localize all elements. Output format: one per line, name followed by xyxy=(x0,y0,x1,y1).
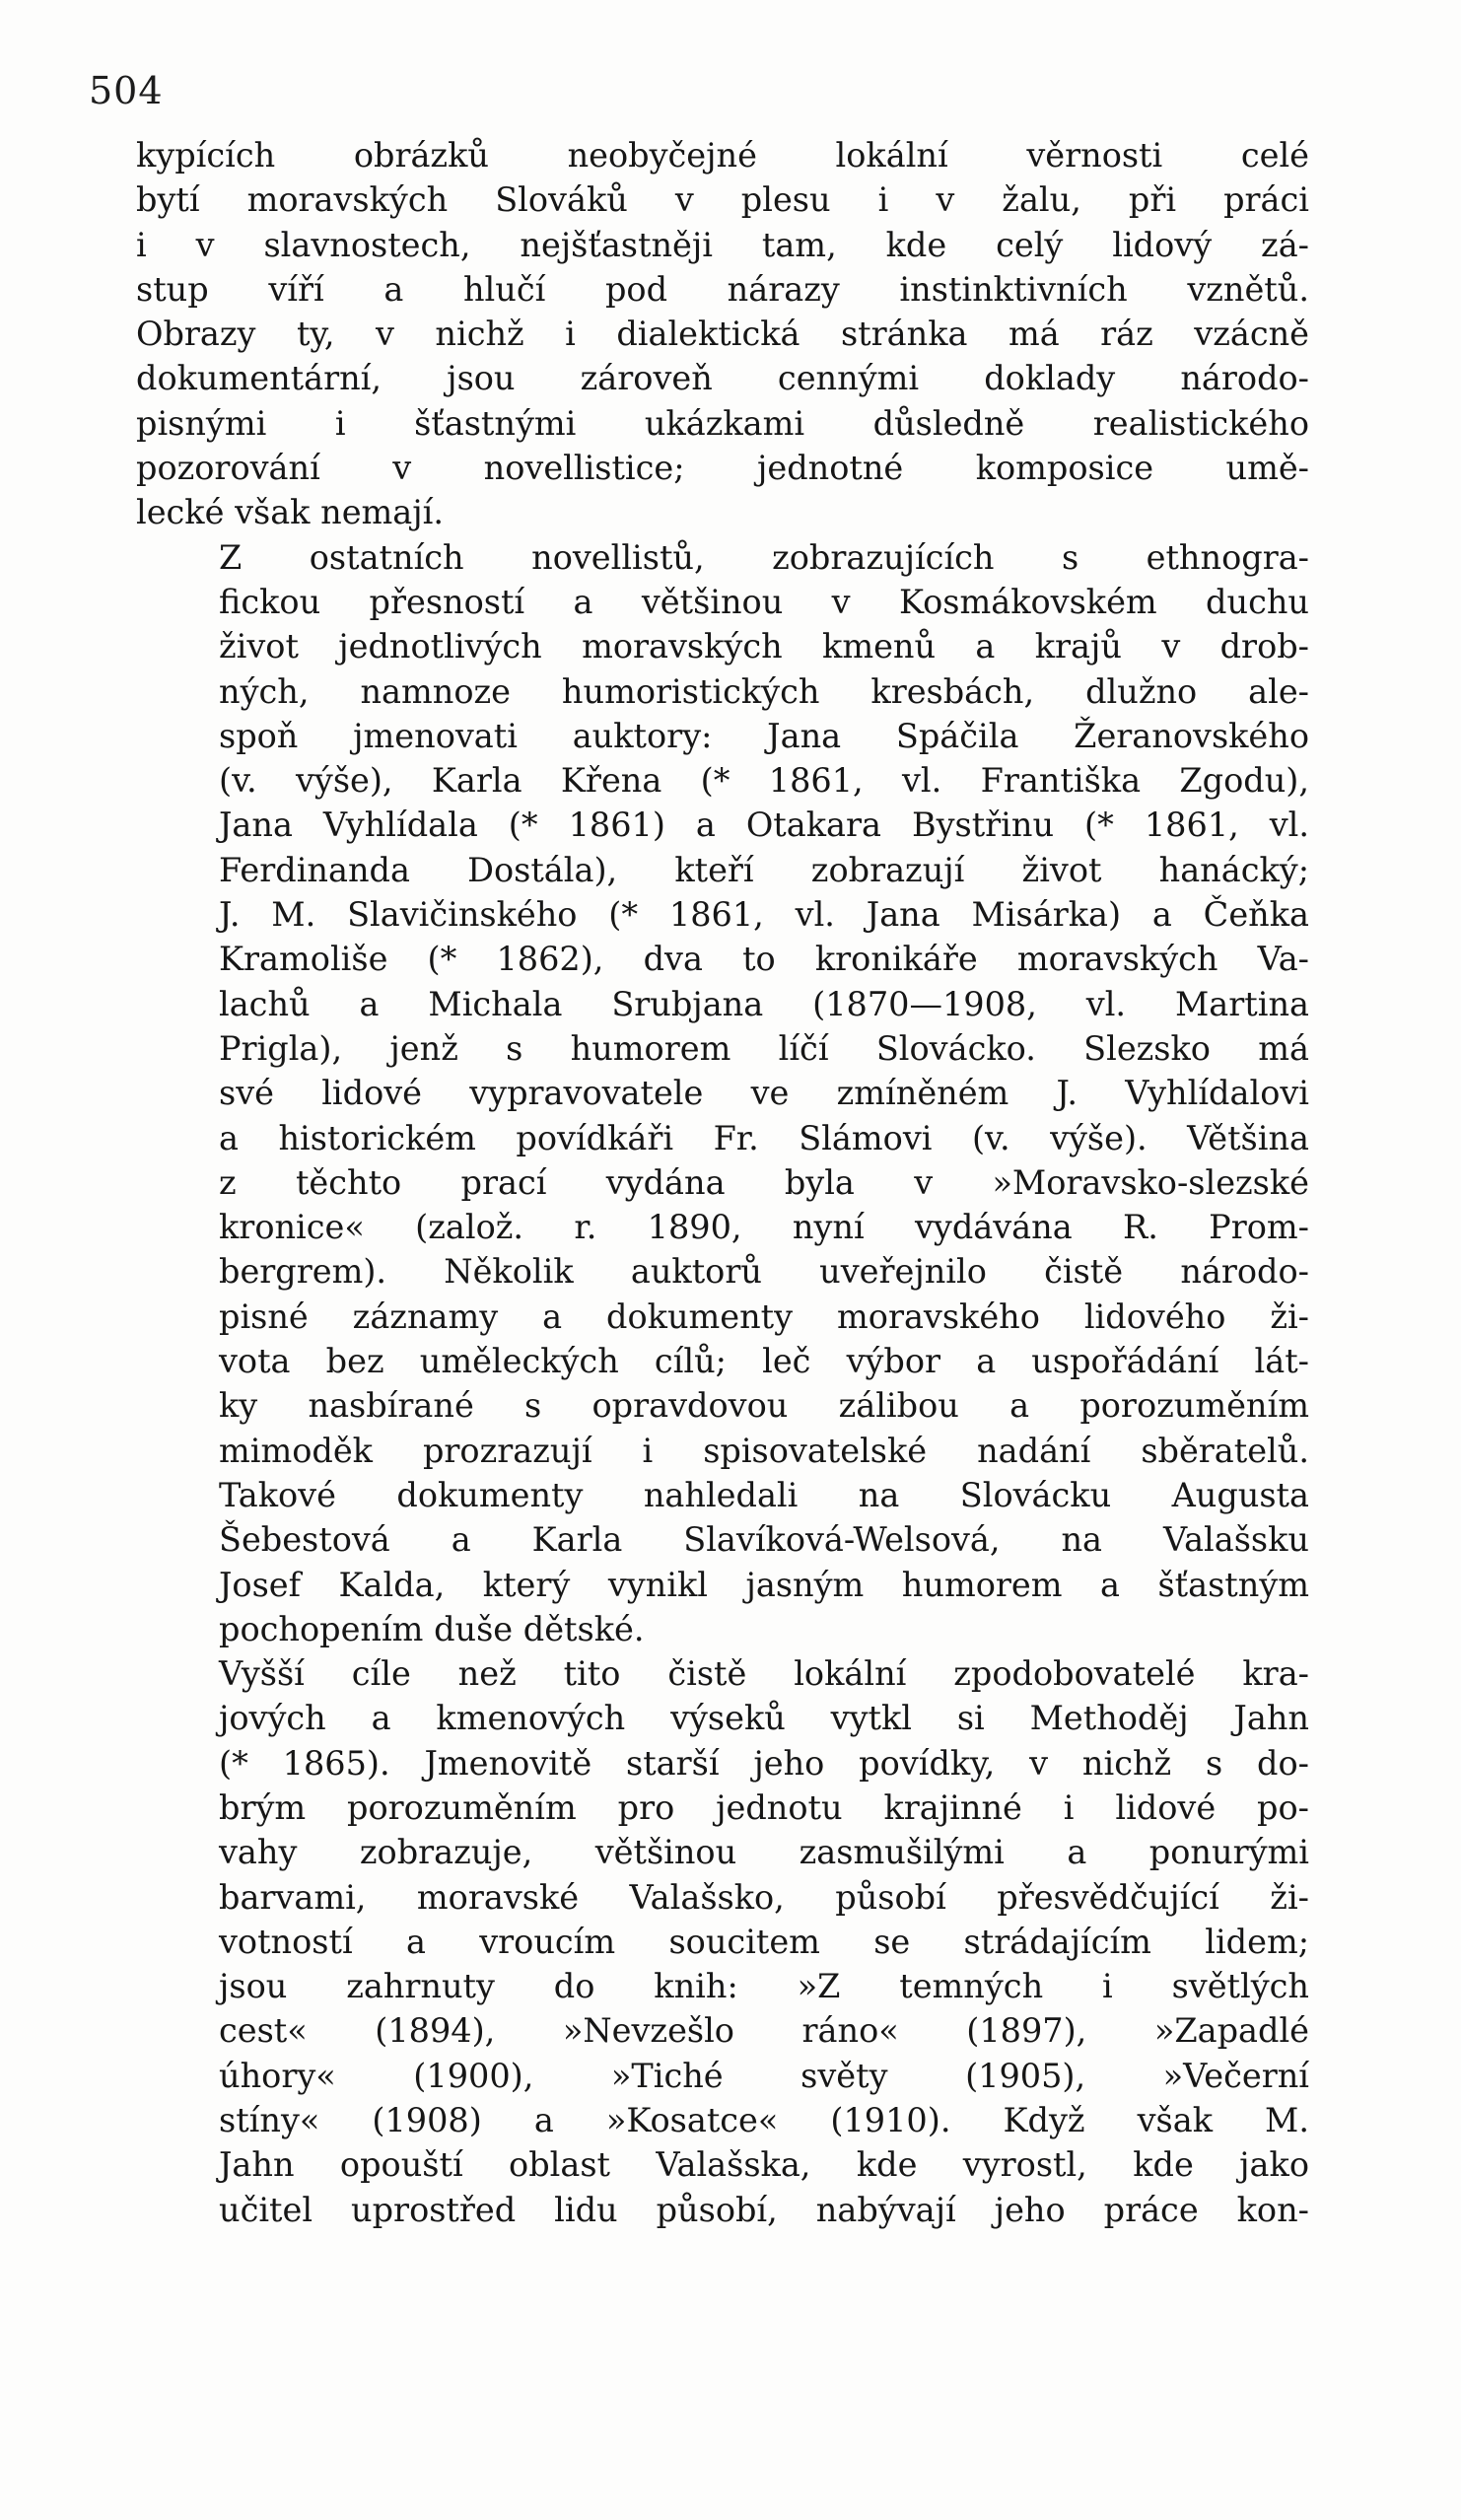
text-line: pochopením duše dětské. xyxy=(219,1609,645,1648)
text-line: Šebestová a Karla Slavíková-Welsová, na Valašsku xyxy=(219,1520,1309,1560)
text-line: jových a kmenových výseků vytkl si Methoděj Jahn xyxy=(219,1699,1309,1738)
text-line: své lidové vypravovatele ve zmíněném J. Vyhlídalovi xyxy=(219,1074,1309,1113)
text-line: Takové dokumenty nahledali na Slovácku Augusta xyxy=(219,1475,1309,1514)
text-line: Kramoliše (* 1862), dva to kronikáře moravských Va- xyxy=(219,940,1309,979)
text-line: ných, namnoze humoristických kresbách, dlužno ale- xyxy=(219,671,1309,711)
text-line: kypících obrázků neobyčejné lokální věrnosti celé xyxy=(136,136,1309,175)
text-line: (* 1865). Jmenovitě starší jeho povídky, v nichž s do- xyxy=(219,1743,1309,1783)
text-line: votností a vroucím soucitem se strádajícím lidem; xyxy=(219,1922,1309,1961)
text-line: spoň jmenovati auktory: Jana Spáčila Žeranovského xyxy=(219,716,1309,755)
text-line: vota bez uměleckých cílů; leč výbor a uspořádání lát- xyxy=(219,1342,1309,1381)
text-line: Obrazy ty, v nichž i dialektická stránka má ráz vzácně xyxy=(136,315,1309,354)
text-line: lecké však nemají. xyxy=(136,493,445,532)
text-line: bytí moravských Slováků v plesu i v žalu, při práci xyxy=(136,180,1309,220)
text-line: bergrem). Několik auktorů uveřejnilo čistě národo- xyxy=(219,1252,1309,1292)
text-line: pisné záznamy a dokumenty moravského lidového ži- xyxy=(219,1296,1309,1336)
text-line: Z ostatních novellistů, zobrazujících s ethnogra- xyxy=(219,537,1309,577)
text-line: úhory« (1900), »Tiché světy (1905), »Večerní xyxy=(219,2056,1309,2095)
text-line: Prigla), jenž s humorem líčí Slovácko. Slezsko má xyxy=(219,1028,1309,1068)
paragraph-2 xyxy=(136,535,1309,1651)
text-line: Jahn opouští oblast Valašska, kde vyrostl, kde jako xyxy=(219,2145,1309,2185)
body-text xyxy=(136,133,1309,2232)
text-line: barvami, moravské Valašsko, působí přesvědčující ži- xyxy=(219,1877,1309,1917)
text-line: fickou přesností a většinou v Kosmákovském duchu xyxy=(219,582,1309,621)
text-line: a historickém povídkáři Fr. Slámovi (v. výše). Většina xyxy=(219,1118,1309,1157)
text-line: vahy zobrazuje, většinou zasmušilými a ponurými xyxy=(219,1833,1309,1872)
text-line: lachů a Michala Srubjana (1870—1908, vl. Martina xyxy=(219,984,1309,1023)
text-line: Vyšší cíle než tito čistě lokální zpodobovatelé kra- xyxy=(219,1654,1309,1694)
text-line: brým porozuměním pro jednotu krajinné i lidové po- xyxy=(219,1787,1309,1827)
text-line: Josef Kalda, který vynikl jasným humorem a šťastným xyxy=(219,1565,1309,1604)
text-line: stíny« (1908) a »Kosatce« (1910). Když však M. xyxy=(219,2101,1309,2140)
text-line: stup víří a hlučí pod nárazy instinktivních vznětů. xyxy=(136,269,1309,309)
text-line: J. M. Slavičinského (* 1861, vl. Jana Misárka) a Čeňka xyxy=(219,895,1309,935)
paragraph-3 xyxy=(136,1651,1309,2232)
text-line: mimoděk prozrazují i spisovatelské nadání sběratelů. xyxy=(219,1431,1309,1470)
text-line: učitel uprostřed lidu působí, nabývají jeho práce kon- xyxy=(219,2190,1309,2229)
text-line: ky nasbírané s opravdovou zálibou a porozuměním xyxy=(219,1386,1309,1426)
paragraph-1 xyxy=(136,133,1309,535)
text-line: cest« (1894), »Nevzešlo ráno« (1897), »Zapadlé xyxy=(219,2011,1309,2051)
text-line: pisnými i šťastnými ukázkami důsledně realistického xyxy=(136,403,1309,443)
text-line: z těchto prací vydána byla v »Moravsko-slezské xyxy=(219,1162,1309,1202)
text-line: kronice« (založ. r. 1890, nyní vydávána R. Prom- xyxy=(219,1208,1309,1247)
page-number: 504 xyxy=(89,69,164,112)
text-line: dokumentární, jsou zároveň cennými doklady národo- xyxy=(136,359,1309,398)
text-line: jsou zahrnuty do knih: »Z temných i světlých xyxy=(219,1967,1309,2006)
text-line: život jednotlivých moravských kmenů a krajů v drob- xyxy=(219,627,1309,666)
text-line: Ferdinanda Dostála), kteří zobrazují život hanácký; xyxy=(219,850,1309,889)
text-line: (v. výše), Karla Křena (* 1861, vl. Františka Zgodu), xyxy=(219,761,1309,801)
text-line: i v slavnostech, nejšťastněji tam, kde celý lidový zá- xyxy=(136,225,1309,264)
text-line: pozorování v novellistice; jednotné komposice umě- xyxy=(136,449,1309,488)
text-line: Jana Vyhlídala (* 1861) a Otakara Bystřinu (* 1861, vl. xyxy=(219,805,1309,845)
